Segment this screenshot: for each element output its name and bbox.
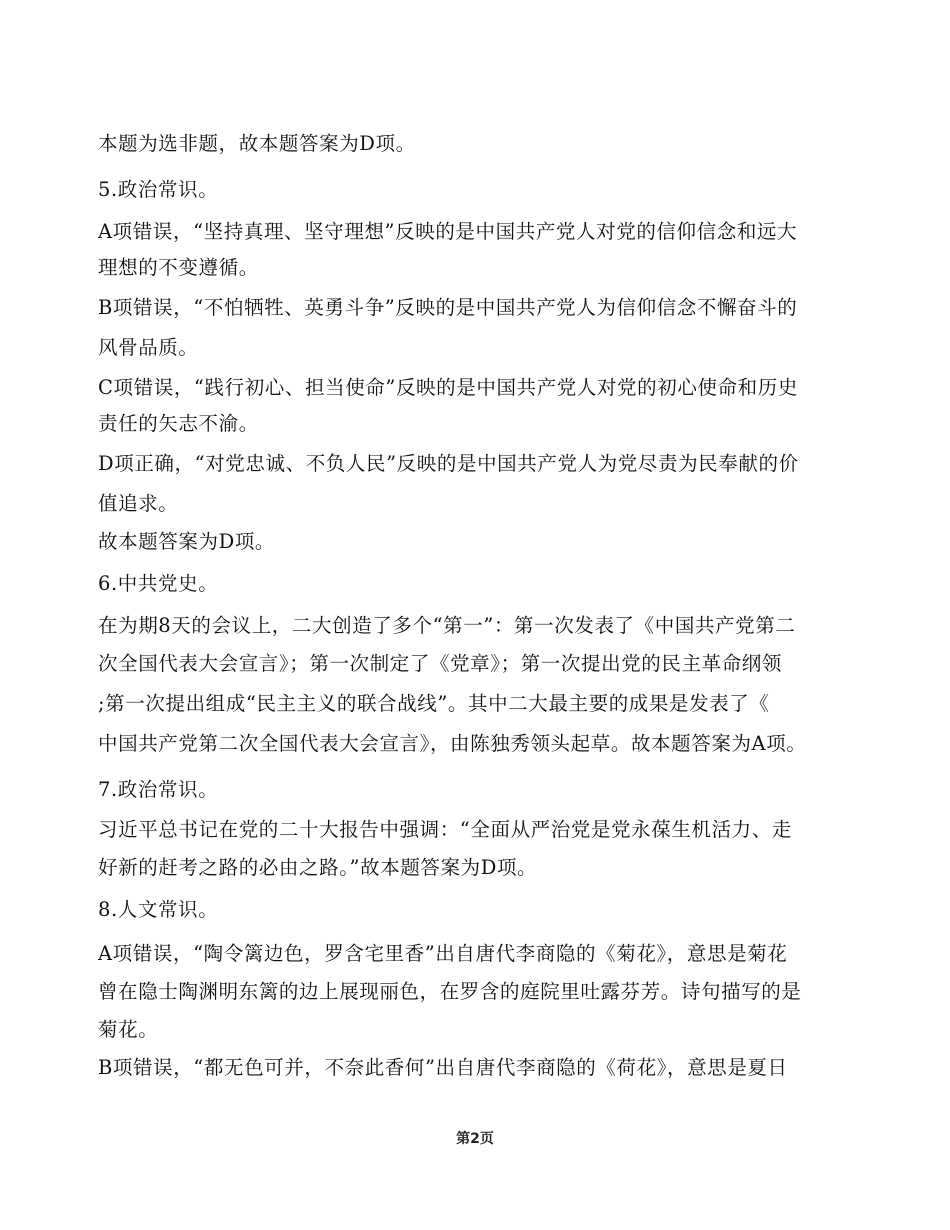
- section-heading: 7.政治常识。: [98, 778, 219, 801]
- text-line: 本题为选非题，故本题答案为D项。: [98, 132, 416, 155]
- text-line: A项错误，“坚持真理、坚守理想”反映的是中国共产党人对党的信仰信念和远大: [98, 220, 798, 243]
- text-line: 习近平总书记在党的二十大报告中强调：“全面从严治党是党永葆生机活力、走: [98, 818, 792, 841]
- text-line: 责任的矢志不渝。: [98, 412, 259, 435]
- text-line: 次全国代表大会宣言》；第一次制定了《党章》；第一次提出党的民主革命纲领: [98, 652, 783, 675]
- text-line: 在为期8天的会议上，二大创造了多个“第一”：第一次发表了《中国共产党第二: [98, 614, 796, 637]
- text-line: D项正确，“对党忠诚、不负人民”反映的是中国共产党人为党尽责为民奉献的价: [98, 452, 799, 475]
- text-line: 故本题答案为D项。: [98, 530, 276, 553]
- text-line: 菊花。: [98, 1018, 159, 1041]
- section-heading: 8.人文常识。: [98, 898, 219, 921]
- text-line: B项错误，“不怕牺牲、英勇斗争”反映的是中国共产党人为信仰信念不懈奋斗的: [98, 296, 798, 319]
- page-number: 第2页: [456, 1131, 494, 1147]
- text-line: C项错误，“践行初心、担当使命”反映的是中国共产党人对党的初心使命和历史: [98, 376, 798, 399]
- text-line: B项错误，“都无色可并，不奈此香何”出自唐代李商隐的《荷花》，意思是夏日: [98, 1056, 788, 1079]
- section-heading: 6.中共党史。: [98, 572, 219, 595]
- text-line: 值追求。: [98, 492, 179, 515]
- text-line: 曾在隐士陶渊明东篱的边上展现丽色，在罗含的庭院里吐露芬芳。诗句描写的是: [98, 980, 802, 1003]
- text-line: 中国共产党第二次全国代表大会宣言》，由陈独秀领头起草。故本题答案为A项。: [98, 732, 807, 755]
- text-line: A项错误，“陶令篱边色，罗含宅里香”出自唐代李商隐的《菊花》，意思是菊花: [98, 942, 788, 965]
- text-line: 好新的赶考之路的必由之路。”故本题答案为D项。: [98, 856, 538, 879]
- text-line: ;第一次提出组成“民主主义的联合战线”。其中二大最主要的成果是发表了《: [98, 692, 770, 715]
- text-line: 风骨品质。: [98, 336, 199, 359]
- section-heading: 5.政治常识。: [98, 178, 219, 201]
- text-line: 理想的不变遵循。: [98, 256, 259, 279]
